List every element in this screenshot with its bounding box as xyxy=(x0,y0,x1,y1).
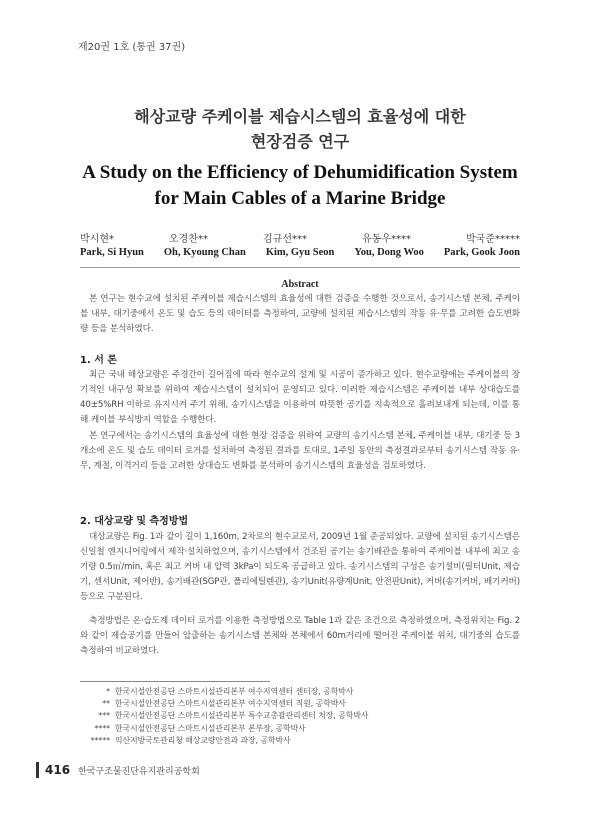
author-name-en: Kim, Gyu Seon xyxy=(265,247,335,258)
issue-header: 제20권 1호 (통권 37권) xyxy=(78,42,186,53)
author-names-korean xyxy=(80,230,520,245)
author-name-ko: 박국준***** xyxy=(466,234,520,245)
footnote: **** 한국시설안전공단 스마트시설관리본부 본부장, 공학박사 xyxy=(94,723,306,733)
author-name-en: You, Dong Woo xyxy=(354,247,424,258)
page-number: 416 xyxy=(45,763,71,777)
page-footer xyxy=(36,762,200,778)
section-heading-introduction: 1. 서 론 xyxy=(80,355,118,366)
english-title xyxy=(0,160,600,212)
introduction-paragraph-2: 본 연구에서는 송기시스템의 효율성에 대한 현장 검증을 위하여 교량의 송기시스템 본체, 주케이블 내부, 대기중 등 3개소에 온도 및 습도 데이터 로거를 설치하여 측정된 결과를 토대로, 1주일 동안의 측정결과로부터 송기시스템 작동 유·무, 계절, 이격거리 등을 고려한 상대습도 변화를 분석하여 송기시스템의 효율성을 검토하였다. xyxy=(80,431,520,472)
author-name-en: Oh, Kyoung Chan xyxy=(163,247,246,258)
section-heading-methods: 2. 대상교량 및 측정방법 xyxy=(80,516,189,527)
korean-title-line2: 현장검증 연구 xyxy=(250,132,350,151)
english-title-line1: A Study on the Efficiency of Dehumidification System xyxy=(82,162,518,183)
abstract-text: 본 연구는 현수교에 설치된 주케이블 제습시스템의 효율성에 대한 검증을 수행한 것으로서, 송기시스템 본체, 주케이블 내부, 대기중에서 온도 및 습도 등의 데이터를 측정하여, 교량에 설치된 제습시스템의 작동 유·무를 고려한 습도변화량 등을 분석하였다. xyxy=(80,294,520,335)
footer-bar xyxy=(36,762,39,778)
english-title-line2: for Main Cables of a Marine Bridge xyxy=(154,188,446,209)
methods-paragraph-2: 측정방법은 온·습도계 데이터 로거를 이용한 측정방법으로 Table 1과 같은 조건으로 측정하였으며, 측정위치는 Fig. 2와 같이 제습공기를 만들어 압출하는 송기시스템 본체와 본체에서 60m거리에 떨어진 주케이블 위치, 대기중의 습도를 측정하여 비교하였다. xyxy=(80,616,520,657)
author-names-english xyxy=(80,247,520,258)
author-name-en: Park, Gook Joon xyxy=(443,247,520,258)
author-name-ko: 김규선*** xyxy=(263,234,307,245)
footnote: * 한국시설안전공단 스마트시설관리본부 여수지역센터 센터장, 공학박사 xyxy=(106,687,354,696)
author-name-en: Park, Si Hyun xyxy=(80,247,144,258)
introduction-paragraph-1: 최근 국내 해상교량은 주경간이 길어짐에 따라 현수교의 설계 및 시공이 증가하고 있다. 현수교량에는 주케이블의 장기적인 내구성 확보를 위하여 제습시스템이 설치되어 운영되고 있다. 이러한 제습시스템은 주케이블 내부 상대습도를 40±5%RH 이하로 유지시켜 주기 위해, 송기시스템을 이용하여 따뜻한 공기를 지속적으로 흘려보내게 되는데, 이를 통해 케이블 부식방지 역할을 수행한다. xyxy=(80,370,520,426)
footnote: ***** 익산지방국토관리청 해상교량안전과 과장, 공학박사 xyxy=(90,735,291,745)
korean-title xyxy=(0,104,600,154)
korean-title-line1: 해상교량 주케이블 제습시스템의 효율성에 대한 xyxy=(134,107,466,126)
author-affiliation-footnotes xyxy=(80,686,520,747)
methods-paragraph-1: 대상교량은 Fig. 1과 같이 길이 1,160m, 2차로의 현수교로서, 2009년 1월 준공되었다. 교량에 설치된 송기시스템은 신일철 엔지니어링에서 제작·설치하였으며, 송기시스템에서 건조된 공기는 송기배관을 통하여 주케이블 내부에 최고 송기량 0.5㎥/min, 혹은 최고 커버 내 압력 3kPa이 되도록 공급하고 있다. 송기시스템의 구성은 송기설비(필터Unit, 제습기, 센서Unit, 제어반), 송기배관(SGP관, 폴리에틸렌관), 송기Unit(유량계Unit, 안전판Unit), 커버(송기커버, 배기커버) 등으로 구분된다. xyxy=(80,532,520,603)
footnote: *** 한국시설안전공단 스마트시설관리본부 특수교총괄관리센터 처장, 공학박사 xyxy=(98,711,369,721)
author-name-ko: 박시현* xyxy=(80,234,114,245)
author-name-ko: 오경찬** xyxy=(169,234,208,245)
footnote-divider xyxy=(80,681,270,682)
author-name-ko: 유동우**** xyxy=(362,234,411,245)
footnote: ** 한국시설안전공단 스마트시설관리본부 여수지역센터 직원, 공학박사 xyxy=(102,699,346,709)
author-divider xyxy=(80,267,520,268)
abstract-heading: Abstract xyxy=(281,279,319,290)
journal-name: 한국구조물진단유지관리공학회 xyxy=(78,766,200,777)
